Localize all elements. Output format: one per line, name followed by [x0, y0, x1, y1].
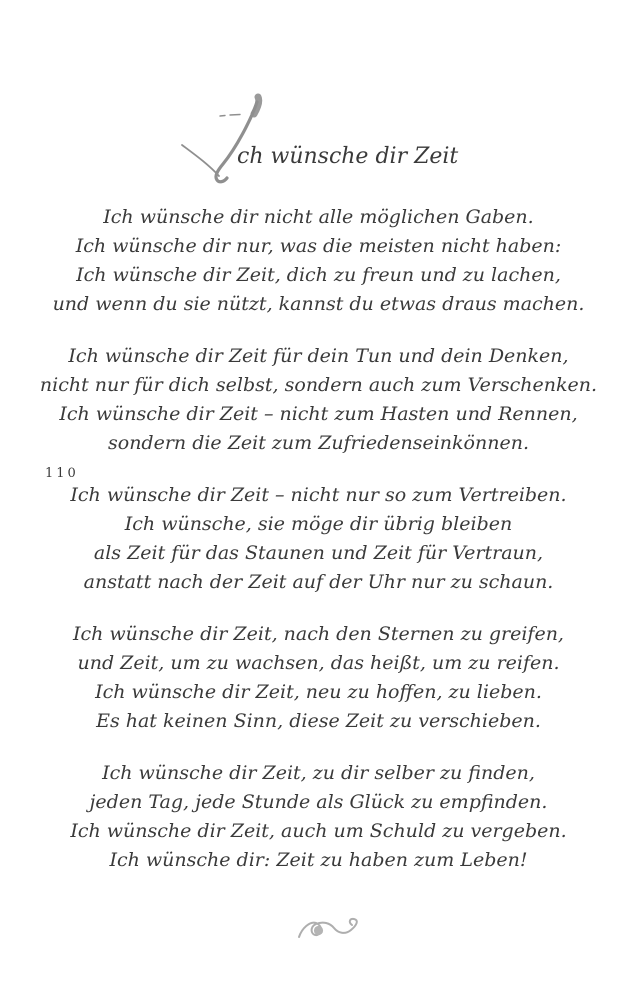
- poem-line: Ich wünsche dir Zeit, dich zu freun und zu lachen,: [76, 264, 561, 286]
- stanza-3: [0, 481, 637, 597]
- poem-line: sondern die Zeit zum Zufriedenseinkönnen.: [108, 432, 529, 454]
- stanza-1: [0, 203, 637, 319]
- poem-line: Ich wünsche dir Zeit – nicht zum Hasten und Rennen,: [59, 403, 578, 425]
- poem-line: Es hat keinen Sinn, diese Zeit zu verschieben.: [96, 710, 541, 732]
- poem-line: Ich wünsche dir: Zeit zu haben zum Leben!: [109, 849, 528, 871]
- poem-line: Ich wünsche dir Zeit, neu zu hoffen, zu lieben.: [95, 681, 542, 703]
- poem-line: Ich wünsche dir Zeit, auch um Schuld zu vergeben.: [70, 820, 567, 842]
- poem-line: Ich wünsche dir nur, was die meisten nicht haben:: [75, 235, 562, 257]
- poem-line: anstatt nach der Zeit auf der Uhr nur zu schaun.: [83, 571, 554, 593]
- poem-title: ch wünsche dir Zeit: [237, 144, 459, 169]
- stanza-2: [0, 342, 637, 458]
- page-number: 110: [45, 466, 79, 481]
- poem-line: Ich wünsche dir Zeit für dein Tun und dein Denken,: [68, 345, 569, 367]
- calligraphic-initial-i-icon: [178, 90, 272, 188]
- poem-line: Ich wünsche dir Zeit, nach den Sternen zu greifen,: [73, 623, 564, 645]
- poem-body: [0, 203, 637, 898]
- poem-line: Ich wünsche, sie möge dir übrig bleiben: [124, 513, 513, 535]
- poem-line: nicht nur für dich selbst, sondern auch zum Verschenken.: [39, 374, 598, 396]
- poem-line: jeden Tag, jede Stunde als Glück zu empfinden.: [89, 791, 548, 813]
- poem-line: Ich wünsche dir Zeit, zu dir selber zu finden,: [102, 762, 535, 784]
- fleuron-flourish-icon: [296, 913, 362, 947]
- poem-line: und Zeit, um zu wachsen, das heißt, um zu reifen.: [77, 652, 560, 674]
- poem-line: und wenn du sie nützt, kannst du etwas draus machen.: [52, 293, 585, 315]
- poem-line: Ich wünsche dir Zeit – nicht nur so zum Vertreiben.: [70, 484, 567, 506]
- stanza-5: [0, 759, 637, 875]
- poem-line: als Zeit für das Staunen und Zeit für Vertraun,: [93, 542, 544, 564]
- poem-line: Ich wünsche dir nicht alle möglichen Gaben.: [103, 206, 534, 228]
- stanza-4: [0, 620, 637, 736]
